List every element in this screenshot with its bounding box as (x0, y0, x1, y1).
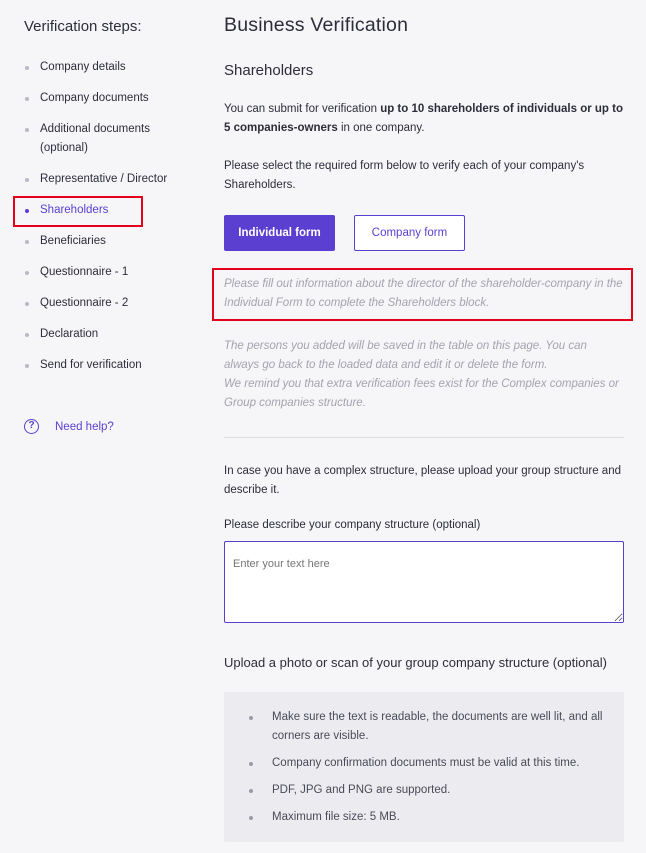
step-label: Representative / Director (40, 173, 168, 185)
bullet-icon (25, 66, 29, 70)
intro-text-start: You can submit for verification (224, 103, 381, 115)
bullet-icon (25, 333, 29, 337)
need-help-link[interactable] (24, 419, 114, 434)
page-title: Business Verification (224, 14, 409, 36)
bullet-icon (25, 364, 29, 368)
bullet-icon (249, 716, 253, 720)
upload-rule-text: PDF, JPG and PNG are supported. (272, 784, 451, 796)
step-label: Send for verification (40, 359, 142, 371)
need-help-label: Need help? (55, 420, 114, 433)
step-questionnaire-2[interactable] (40, 294, 190, 313)
bullet-icon (25, 271, 29, 275)
bullet-icon (25, 240, 29, 244)
step-label: Beneficiaries (40, 235, 106, 247)
step-company-documents[interactable] (40, 89, 190, 108)
section-divider (224, 437, 624, 438)
describe-structure-label: Please describe your company structure (optional) (224, 519, 481, 531)
step-label: Additional documents (optional) (40, 123, 150, 154)
step-send-for-verification[interactable] (40, 356, 190, 375)
bullet-icon (249, 762, 253, 766)
intro-text-bold: up to 10 shareholders of individuals or up to 5 companies-owners (224, 103, 623, 134)
step-additional-documents[interactable] (40, 120, 190, 158)
bullet-icon (25, 302, 29, 306)
step-label: Questionnaire - 2 (40, 297, 129, 309)
section-title: Shareholders (224, 62, 314, 79)
bullet-icon (249, 816, 253, 820)
bullet-icon (25, 128, 29, 132)
company-structure-textarea[interactable] (224, 541, 624, 623)
step-label: Company documents (40, 92, 149, 104)
step-company-details[interactable] (40, 58, 190, 77)
director-note: Please fill out information about the director of the shareholder-company in the Individual Form to complete the Shareholders block. (224, 278, 623, 309)
bullet-icon (25, 97, 29, 101)
upload-rule (272, 708, 612, 746)
step-declaration[interactable] (40, 325, 190, 344)
bullet-icon (25, 178, 29, 182)
fees-note: We remind you that extra verification fees exist for the Complex companies or Group companies structure. (224, 378, 619, 409)
step-label: Company details (40, 61, 126, 73)
upload-rule-text: Company confirmation documents must be valid at this time. (272, 757, 580, 769)
bullet-icon (249, 789, 253, 793)
upload-dropzone[interactable] (224, 692, 624, 842)
complex-structure-text: In case you have a complex structure, please upload your group structure and describe it. (224, 465, 621, 496)
step-label: Shareholders (40, 204, 109, 216)
highlight-box-director-note (212, 268, 633, 321)
upload-structure-title: Upload a photo or scan of your group company structure (optional) (224, 655, 607, 670)
upload-rule-text: Make sure the text is readable, the documents are well lit, and all corners are visible. (272, 711, 603, 742)
upload-rule (272, 781, 612, 800)
step-representative-director[interactable] (40, 170, 190, 189)
upload-rule-text: Maximum file size: 5 MB. (272, 811, 400, 823)
step-beneficiaries[interactable] (40, 232, 190, 251)
company-form-button[interactable]: Company form (354, 215, 465, 251)
select-form-text: Please select the required form below to verify each of your company's Shareholders. (224, 160, 585, 191)
upload-rule (272, 808, 612, 827)
upload-rule (272, 754, 612, 773)
intro-text-end: in one company. (337, 122, 425, 134)
step-label: Questionnaire - 1 (40, 266, 129, 278)
question-circle-icon: ? (24, 419, 39, 434)
highlight-box-shareholders-step (13, 196, 143, 227)
intro-text (224, 100, 624, 138)
step-label: Declaration (40, 328, 99, 340)
individual-form-button[interactable]: Individual form (224, 215, 335, 251)
saved-note: The persons you added will be saved in the table on this page. You can always go back to the loaded data and edit it or delete the form. (224, 340, 587, 371)
sidebar-title: Verification steps: (24, 18, 142, 35)
step-questionnaire-1[interactable] (40, 263, 190, 282)
